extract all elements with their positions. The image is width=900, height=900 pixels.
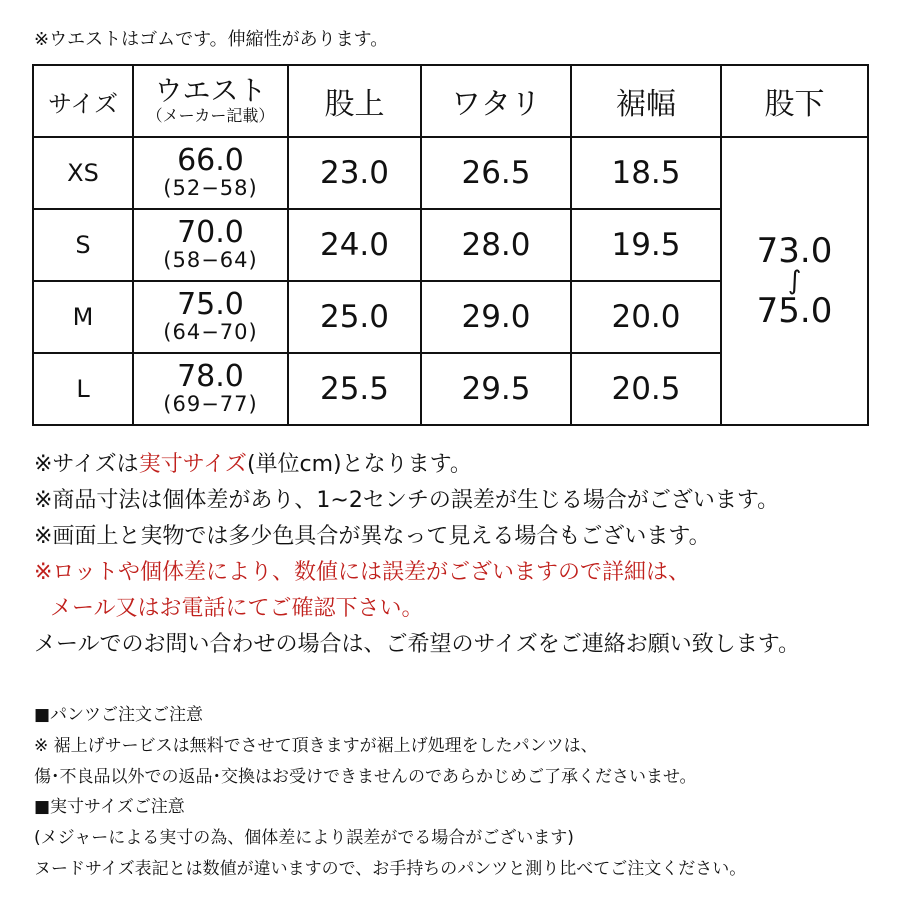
note-color: ※画面上と実物では多少色具合が異なって見える場合もございます。 [34, 524, 711, 549]
row-waist-range: (69−77) [163, 392, 258, 416]
header-hem: 裾幅 [571, 65, 721, 137]
row-thigh: 28.0 [421, 209, 571, 281]
row-hem: 19.5 [571, 209, 721, 281]
note-email-request: メールでのお問い合わせの場合は、ご希望のサイズをご連絡お願い致します。 [34, 632, 801, 657]
header-rise: 股上 [288, 65, 421, 137]
note-unit-prefix: ※サイズは [34, 452, 139, 477]
inseam-to: 75.0 [756, 291, 833, 331]
row-rise: 24.0 [288, 209, 421, 281]
row-thigh: 26.5 [421, 137, 571, 209]
size-notes [34, 447, 884, 663]
row-size: XS [33, 137, 133, 209]
row-thigh: 29.0 [421, 281, 571, 353]
note-lot-warning: ※ロットや個体差により、数値には誤差がございますので詳細は、 [34, 560, 690, 585]
row-thigh: 29.5 [421, 353, 571, 425]
note-unit-suffix: (単位cm)となります。 [246, 452, 472, 477]
row-waist [133, 137, 288, 209]
table-row [33, 137, 868, 209]
row-waist-value: 66.0 [177, 143, 244, 178]
header-waist-sub: （メーカー記載） [146, 106, 275, 125]
row-hem: 20.0 [571, 281, 721, 353]
inseam-separator: ∫ [787, 266, 802, 296]
header-inseam: 股下 [721, 65, 868, 137]
row-hem: 20.5 [571, 353, 721, 425]
note-tolerance: ※商品寸法は個体差があり、1~2センチの誤差が生じる場合がございます。 [34, 488, 780, 513]
table-header-row [33, 65, 868, 137]
header-size: サイズ [33, 65, 133, 137]
inseam-cell [721, 137, 868, 425]
row-size: L [33, 353, 133, 425]
row-waist-value: 78.0 [177, 359, 244, 394]
header-waist-label: ウエスト [154, 74, 267, 107]
row-waist-range: (64−70) [163, 320, 258, 344]
pants-return-note: 傷･不良品以外での返品･交換はお受けできませんのであらかじめご了承くださいませ。 [34, 766, 697, 787]
inseam-from: 73.0 [756, 231, 833, 271]
row-waist-value: 75.0 [177, 287, 244, 322]
row-size: S [33, 209, 133, 281]
row-waist [133, 281, 288, 353]
note-unit [34, 447, 884, 483]
pants-order-notes [34, 700, 884, 885]
row-waist-range: (52−58) [163, 176, 258, 200]
nude-size-note: ヌードサイズ表記とは数値が違いますので、お手持ちのパンツと測り比べてご注文ください。 [34, 858, 747, 879]
header-waist [133, 65, 288, 137]
size-table [32, 64, 869, 426]
row-size: M [33, 281, 133, 353]
pants-notes-heading: ■パンツご注文ご注意 [34, 705, 204, 725]
note-unit-highlight: 実寸サイズ [138, 452, 247, 477]
actual-size-heading: ■実寸サイズご注意 [34, 797, 185, 818]
row-rise: 23.0 [288, 137, 421, 209]
row-hem: 18.5 [571, 137, 721, 209]
waist-note: ※ウエストはゴムです。伸縮性があります。 [34, 29, 389, 50]
pants-hemming-note: ※ 裾上げサービスは無料でさせて頂きますが裾上げ処理をしたパンツは、 [34, 735, 598, 756]
note-contact-warning: メール又はお電話にてご確認下さい。 [50, 596, 424, 621]
row-rise: 25.0 [288, 281, 421, 353]
row-waist-value: 70.0 [177, 215, 244, 250]
row-waist-range: (58−64) [163, 248, 258, 272]
header-thigh: ワタリ [421, 65, 571, 137]
row-waist [133, 209, 288, 281]
row-waist [133, 353, 288, 425]
row-rise: 25.5 [288, 353, 421, 425]
measure-note: (メジャーによる実寸の為、個体差により誤差がでる場合がございます) [34, 828, 574, 849]
